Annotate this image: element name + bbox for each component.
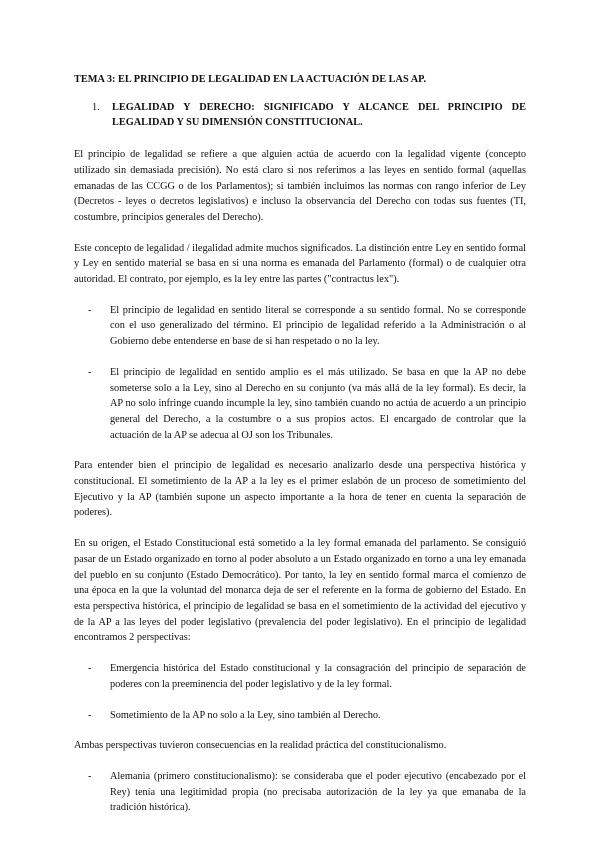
bullet-item	[88, 769, 526, 816]
bullet-marker: -	[88, 709, 92, 721]
paragraph: El principio de legalidad se refiere a que alguien actúa de acuerdo con la legalidad vigente (concepto utilizado sin demasiada precisión). No está claro si nos referimos a las leyes en sentido formal (aquellas emanadas de las CCGG o de los Parlamentos); si también incluimos las normas con rango inferior de Ley (Decretos - leyes o decretos legislativos) e incluso la observancia del Derecho con todas sus fuentes (TI, costumbre, principios generales del Derecho).	[74, 149, 526, 223]
bullet-text: Sometimiento de la AP no solo a la Ley, sino también al Derecho.	[110, 709, 381, 721]
paragraph: En su origen, el Estado Constitucional está sometido a la ley formal emanada del parlamento. Se consiguió pasar de un Estado organizado en torno al poder absoluto a un Estado organizado en torno a una ley emanada del pueblo en su conjunto (Estado Democrático). Por tanto, la ley en sentido formal marca el comienzo de una época en la que la voluntad del monarca deja de ser el referente en la forma de gobierno del Estado. En esta perspectiva histórica, el principio de legalidad se basa en el sometimiento de la actividad del ejecutivo y de la AP a las leyes del poder legislativo (prevalencia del poder legislativo). En el principio de legalidad encontramos 2 perspectivas:	[74, 538, 526, 644]
bullet-text: El principio de legalidad en sentido amplio es el más utilizado. Se basa en que la AP no debe someterse solo a la Ley, sino al Derecho en su conjunto (va más allá de la ley formal). Es decir, la AP no solo infringe cuando incumple la ley, sino también cuando no actúa de acuerdo a un principio general del Derecho, a la costumbre o a sus propios actos. El encargado de controlar que la actuación de la AP se adecua al OJ son los Tribunales.	[110, 366, 526, 441]
bullet-marker: -	[88, 663, 92, 675]
bullet-text: Emergencia histórica del Estado constitucional y la consagración del principio de separación de poderes con la preeminencia del poder legislativo y de la ley formal.	[110, 663, 526, 690]
bullet-text: Alemania (primero constitucionalismo): se consideraba que el poder ejecutivo (encabezado por el Rey) tenía una legitimidad propia (no precisaba autorización de la ley ya que emanaba de la tradición histórica).	[110, 770, 526, 814]
paragraph: Este concepto de legalidad / ilegalidad admite muchos significados. La distinción entre Ley en sentido formal y Ley en sentido material se basa en si una norma es emanada del Parlamento (formal) o de cualquier otra autoridad. El contrato, por ejemplo, es la ley entre las partes ("contractus lex").	[74, 242, 526, 286]
bullet-marker: -	[88, 304, 92, 316]
bullet-marker: -	[88, 366, 92, 378]
bullet-list	[74, 303, 526, 444]
section-number: 1.	[92, 101, 100, 113]
bullet-text: El principio de legalidad en sentido literal se corresponde a su sentido formal. No se corresponde con el uso generalizado del término. El principio de legalidad referido a la Administración o al Gobierno debe entenderse en base de si han respetado o no la ley.	[110, 304, 526, 348]
bullet-item	[88, 661, 526, 692]
bullet-list	[74, 769, 526, 816]
bullet-item	[88, 303, 526, 350]
bullet-marker: -	[88, 770, 92, 782]
bullet-list	[74, 661, 526, 723]
paragraph: Para entender bien el principio de legalidad es necesario analizarlo desde una perspectiva histórica y constitucional. El sometimiento de la AP a la ley es el primer eslabón de un proceso de sometimiento del Ejecutivo y la AP (también supone un aspecto importante a la hora de tener en cuenta la separación de poderes).	[74, 460, 526, 519]
section-title: LEGALIDAD Y DERECHO: SIGNIFICADO Y ALCANCE DEL PRINCIPIO DE LEGALIDAD Y SU DIMENSIÓN CONSTITUCIONAL.	[112, 101, 526, 129]
bullet-item	[88, 365, 526, 444]
document-title: TEMA 3: EL PRINCIPIO DE LEGALIDAD EN LA ACTUACIÓN DE LAS AP.	[74, 74, 427, 85]
paragraph: Ambas perspectivas tuvieron consecuencias en la realidad práctica del constitucionalismo.	[74, 740, 447, 752]
bullet-item	[88, 708, 526, 724]
section-heading	[92, 100, 526, 131]
